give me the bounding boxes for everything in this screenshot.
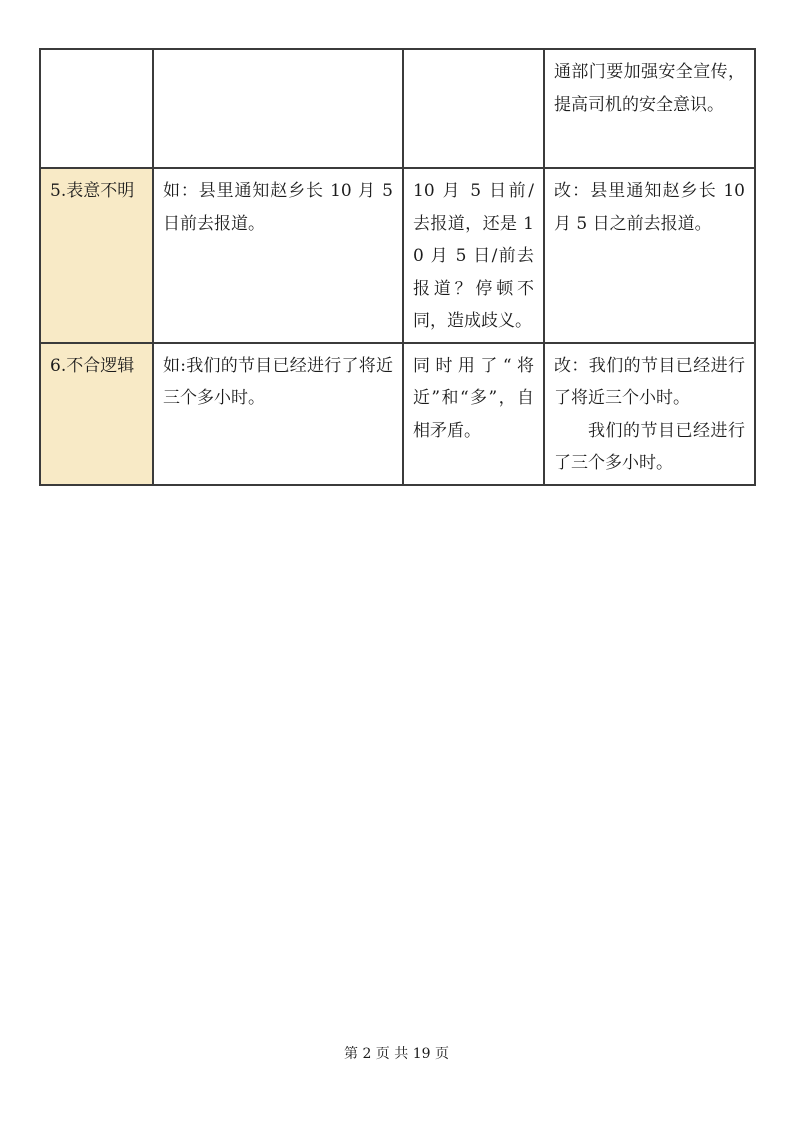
cell-example-continuation — [153, 49, 403, 168]
cell-type-illogical: 6.不合逻辑 — [40, 343, 153, 485]
cell-analysis-illogical: 同时用了“将近”和“多”，自相矛盾。 — [403, 343, 544, 485]
cell-correction-illogical — [544, 343, 755, 485]
cell-analysis-ambiguity: 10 月 5 日前/去报道，还是 10 月 5 日/前去报道？停顿不同，造成歧义。 — [403, 168, 544, 343]
correction-paragraph-1: 改：我们的节目已经进行了将近三个小时。 — [554, 355, 745, 408]
cell-correction-ambiguity: 改：县里通知赵乡长 10 月 5 日之前去报道。 — [544, 168, 755, 343]
table-row-illogical — [40, 343, 755, 485]
table-row-ambiguity — [40, 168, 755, 343]
cell-type-continuation — [40, 49, 153, 168]
page-number-footer: 第 2 页 共 19 页 — [344, 1046, 449, 1062]
cell-example-ambiguity: 如：县里通知赵乡长 10 月 5 日前去报道。 — [153, 168, 403, 343]
error-types-table — [39, 48, 756, 486]
table-row-continuation — [40, 49, 755, 168]
cell-correction-continuation: 通部门要加强安全宣传，提高司机的安全意识。 — [544, 49, 755, 168]
cell-type-ambiguity: 5.表意不明 — [40, 168, 153, 343]
cell-analysis-continuation — [403, 49, 544, 168]
cell-example-illogical: 如:我们的节目已经进行了将近三个多小时。 — [153, 343, 403, 485]
correction-paragraph-2: 我们的节目已经进行了三个多小时。 — [554, 420, 745, 473]
